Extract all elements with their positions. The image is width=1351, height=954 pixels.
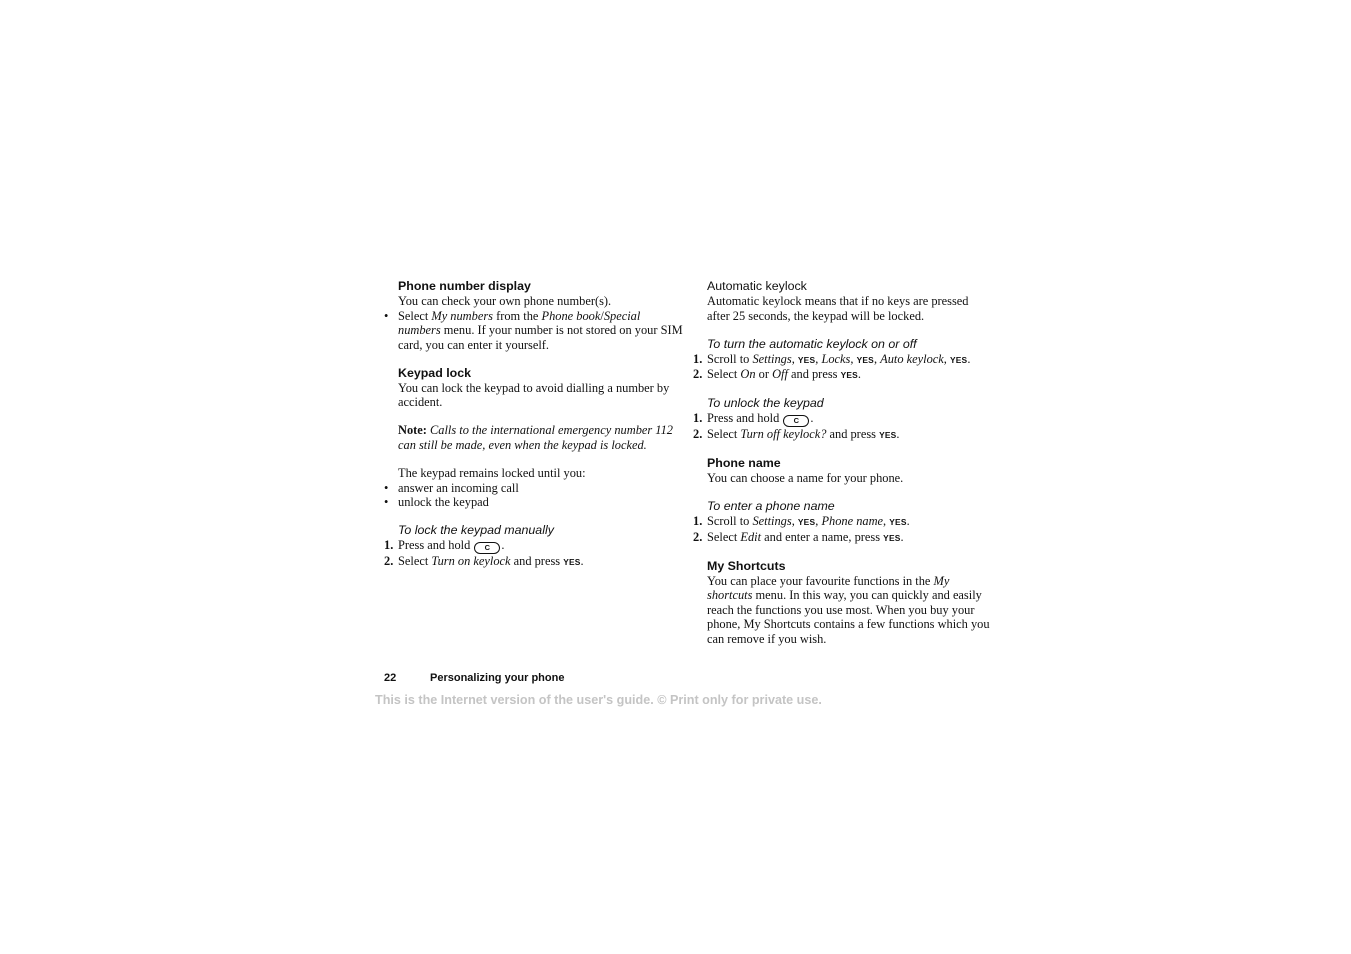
- heading-phone-name: Phone name: [707, 456, 781, 471]
- paragraph: You can check your own phone number(s).: [398, 294, 612, 308]
- yes-key-label: YES: [883, 532, 901, 543]
- yes-key-label: YES: [840, 370, 858, 381]
- list-item: • unlock the keypad: [384, 495, 489, 510]
- left-column: [384, 279, 684, 570]
- step-item: 1. Press and hold C .: [384, 538, 505, 553]
- internet-version-notice: This is the Internet version of the user's guide. © Print only for private use.: [375, 693, 822, 707]
- paragraph: You can place your favourite functions in the My shortcuts menu. In this way, you can quickly and easily reach the functions you use most. When you buy your phone, My Shortcuts contains a few functions which you can remove if you wish.: [707, 573, 990, 647]
- subheading-unlock-keypad: To unlock the keypad: [707, 396, 824, 411]
- c-key-icon: C: [783, 415, 809, 427]
- heading-phone-number-display: Phone number display: [398, 279, 531, 293]
- c-key-icon: C: [474, 542, 500, 554]
- paragraph: You can choose a name for your phone.: [707, 471, 904, 486]
- yes-key-label: YES: [889, 517, 907, 528]
- yes-key-label: YES: [563, 557, 581, 568]
- section-title: Personalizing your phone: [430, 672, 565, 684]
- paragraph: You can lock the keypad to avoid dialling a number by accident.: [398, 380, 670, 410]
- note-label: Note:: [398, 423, 427, 438]
- bullet-marker: •: [384, 308, 389, 323]
- list-item: • answer an incoming call: [384, 480, 519, 495]
- step-item: 2. Select Edit and enter a name, press YES.: [693, 529, 904, 544]
- step-item: 2. Select On or Off and press YES.: [693, 367, 862, 382]
- step-item: 1. Press and hold C .: [693, 411, 814, 426]
- heading-my-shortcuts: My Shortcuts: [707, 558, 786, 573]
- subheading-enter-phone-name: To enter a phone name: [707, 499, 835, 514]
- bullet-marker: •: [384, 480, 389, 495]
- yes-key-label: YES: [856, 354, 874, 365]
- step-item: 1. Scroll to Settings, YES, Locks, YES, Auto keylock, YES.: [693, 351, 971, 366]
- step-item: 2. Select Turn off keylock? and press YES.: [693, 427, 900, 442]
- page-footer: [384, 672, 564, 684]
- paragraph: Automatic keylock means that if no keys are pressed after 25 seconds, the keypad will be locked.: [707, 294, 969, 323]
- heading-automatic-keylock: Automatic keylock: [707, 279, 807, 293]
- yes-key-label: YES: [879, 430, 897, 441]
- note: Note: Calls to the international emergency number 112 can still be made, even when the keypad is locked.: [398, 423, 673, 452]
- right-column: [693, 279, 993, 647]
- bullet-marker: •: [384, 495, 389, 510]
- yes-key-label: YES: [797, 354, 816, 365]
- step-item: 2. Select Turn on keylock and press YES.: [384, 554, 584, 569]
- paragraph: The keypad remains locked until you:: [398, 465, 586, 480]
- yes-key-label: YES: [797, 517, 816, 528]
- subheading-keylock-on-off: To turn the automatic keylock on or off: [707, 336, 917, 351]
- step-item: 1. Scroll to Settings, YES, Phone name, YES.: [693, 514, 910, 529]
- subheading-lock-manually: To lock the keypad manually: [398, 523, 554, 538]
- heading-keypad-lock: Keypad lock: [398, 365, 471, 380]
- page-number: 22: [384, 672, 397, 684]
- list-item: • Select My numbers from the Phone book/Special numbers menu. If your number is not stored on your SIM card, you can enter it yourself.: [384, 308, 683, 352]
- yes-key-label: YES: [949, 354, 968, 365]
